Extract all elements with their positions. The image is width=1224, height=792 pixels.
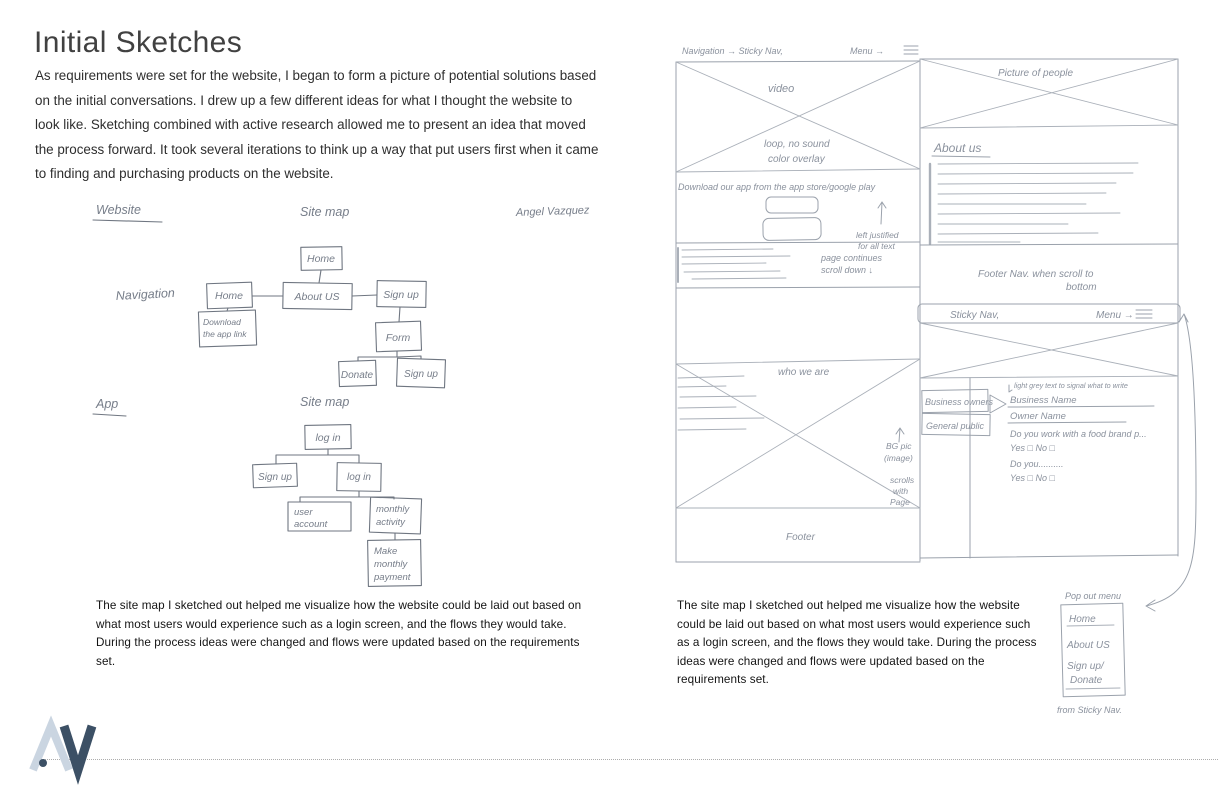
sitemap-title: Site map (300, 205, 350, 219)
video-note1: loop, no sound (764, 139, 830, 150)
signature: Angel Vazquez (515, 204, 590, 219)
website-section-label: Website (96, 203, 141, 217)
underline (1066, 688, 1120, 689)
bg-note5: Page (890, 497, 910, 507)
app-sitemap-title: Site map (300, 395, 350, 409)
node-box-monthly-activity (369, 497, 421, 534)
node-user-line2: account (294, 519, 328, 530)
node-form: Form (385, 332, 411, 344)
node-app-signup: Sign up (258, 472, 292, 483)
about-heading: About us (934, 141, 982, 155)
footer-note1: Footer Nav. when scroll to (978, 269, 1094, 280)
justify-note2: for all text (858, 241, 895, 251)
node-home-top: Home (306, 253, 336, 265)
sticky-nav-note: Sticky Nav, (950, 310, 1000, 321)
hamburger-menu-icon (1136, 310, 1152, 318)
play-store-badge-placeholder (763, 217, 821, 240)
who-we-are-label: who we are (778, 367, 830, 378)
up-arrow (878, 202, 886, 224)
hero-label: Picture of people (998, 68, 1074, 79)
popout-label: Pop out menu (1065, 591, 1122, 601)
field-underline (1008, 422, 1126, 423)
bg-note2: (image) (884, 453, 913, 463)
tab-general-public: General public (926, 421, 985, 431)
hint-note: light grey text to signal what to write (1014, 381, 1128, 390)
node-payment-line3: payment (374, 572, 411, 583)
bg-note1: BG pic (886, 441, 912, 451)
tab-business-owners: Business owners (925, 397, 994, 407)
justify-note1: left justified (856, 230, 899, 240)
right-sketch-caption: The site map I sketched out helped me visualize how the website could be laid out based on what most users would experience such as a login screen, and the flows they would take. During the process ideas were changed and flows were updated based on the requirements set. (677, 599, 1037, 687)
bottom-line (920, 555, 1178, 558)
sitemap-sketch (88, 198, 600, 598)
popout-source-note: from Sticky Nav. (1057, 705, 1122, 715)
field-owner-name: Owner Name (1010, 411, 1066, 422)
bg-note3: scrolls (890, 475, 915, 485)
popout-item-about: About US (1067, 640, 1110, 651)
continue-note1: page continues (821, 253, 883, 263)
page-title: Initial Sketches (34, 26, 243, 59)
popout-menu-sketch (1057, 314, 1196, 715)
video-label: video (768, 83, 795, 95)
video-note2: color overlay (768, 154, 825, 165)
node-signup: Sign up (383, 289, 419, 301)
question1: Do you work with a food brand p... (1010, 429, 1147, 439)
footer-note2: bottom (1066, 282, 1097, 293)
curved-arrow (1146, 314, 1196, 611)
up-arrow (896, 428, 904, 442)
node-download-line2: the app link (203, 329, 247, 339)
hint-bracket (1009, 385, 1012, 392)
menu-note: Menu → (1096, 310, 1134, 321)
navigation-label: Navigation (115, 285, 176, 303)
section-divider (920, 244, 1178, 245)
continue-note2: scroll down ↓ (821, 265, 874, 275)
node-login-top: log in (315, 432, 341, 444)
node-monthly-line1: monthly (376, 504, 410, 515)
download-app-note: Download our app from the app store/google play (678, 182, 876, 192)
app-tree (253, 425, 422, 587)
node-monthly-line2: activity (376, 517, 406, 528)
underline (93, 220, 162, 222)
about-text-placeholder-lines (930, 163, 1138, 244)
node-user-line1: user (294, 507, 313, 518)
node-app-login: log in (347, 472, 371, 483)
node-payment-line1: Make (374, 546, 398, 557)
hamburger-menu-icon (904, 46, 918, 54)
node-signup2: Sign up (404, 369, 438, 380)
underline (93, 414, 126, 416)
website-tree (198, 247, 445, 388)
text-placeholder-lines (678, 376, 764, 430)
popout-item-home: Home (1069, 614, 1096, 625)
underline (1067, 625, 1114, 626)
text-placeholder-lines (678, 248, 790, 282)
field-underline (1008, 406, 1154, 407)
intro-paragraph: As requirements were set for the website, I began to form a picture of potential solutions based on the initial conversations. I drew up a few different ideas for what I thought the website to look like. Sketching combined with active research allowed me to present an idea that moved the process forward. It took several iterations to think up a way that put users first when it came to finding and purchasing products on the website. (35, 68, 599, 182)
footer-dotted-divider (40, 759, 1218, 760)
wireframe-about-page (920, 59, 1178, 293)
node-payment-line2: monthly (374, 559, 408, 570)
question2: Do you.......... (1010, 459, 1064, 469)
question1-options: Yes □ No □ (1010, 443, 1055, 453)
bg-note4: with (893, 486, 909, 496)
app-section-label: App (96, 397, 119, 411)
wireframe-home-top (676, 46, 920, 288)
logo-dot (39, 759, 47, 767)
node-donate: Donate (340, 370, 374, 381)
node-about: About US (294, 291, 340, 303)
av-logo (30, 722, 100, 774)
nav-note: Navigation → Sticky Nav, (682, 46, 783, 56)
popout-item-signup: Sign up/ (1067, 661, 1104, 672)
footer-label: Footer (786, 532, 815, 543)
node-home-left: Home (214, 290, 244, 302)
who-we-are-placeholder-box (676, 359, 920, 508)
app-store-badge-placeholder (766, 197, 818, 213)
hero-placeholder-box (920, 323, 1178, 378)
field-business-name: Business Name (1010, 395, 1077, 406)
question2-options: Yes □ No □ (1010, 473, 1055, 483)
panel-divider (676, 287, 920, 288)
popout-item-donate: Donate (1070, 675, 1103, 686)
wireframe-home-bottom (676, 359, 920, 562)
underline (932, 156, 990, 157)
left-sketch-caption: The site map I sketched out helped me visualize how the website could be laid out based on what most users would experience such as a login screen, and the flows they would take. During the process ideas were changed and flows were updated based on the requirements set. (96, 599, 582, 668)
wireframe-signup-form (918, 304, 1180, 558)
node-download-line1: Download (203, 317, 241, 327)
menu-note: Menu → (850, 46, 885, 56)
